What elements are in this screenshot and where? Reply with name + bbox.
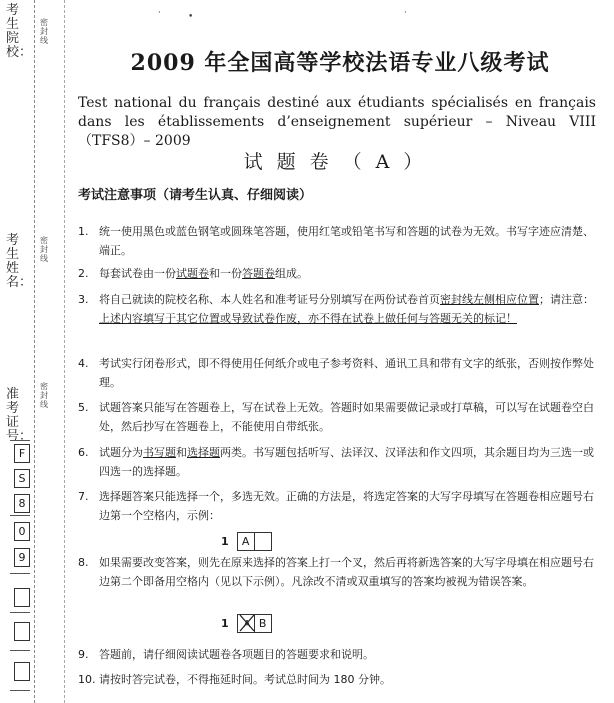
note-number: 7.: [78, 490, 89, 503]
id-divider: [10, 612, 30, 613]
svg-text:A: A: [243, 619, 251, 630]
note-text: 试题答案只能写在答题卷上，写在试卷上无效。答题时如果需要做记录或打草稿，可以写在试题卷空白处，然后抄写在答题卷上，不能使用自带纸张。: [99, 401, 594, 433]
note-text: 统一使用黑色或蓝色钢笔或圆珠笔答题，使用红笔或铅笔书写和答题的试卷为无效。书写字迹应清楚、端正。: [99, 225, 594, 257]
note-item: [78, 553, 598, 591]
note-number: 3.: [78, 293, 89, 306]
id-divider: [10, 650, 30, 651]
crossed-answer-cell: [237, 614, 255, 633]
note-text: 试题分为书写题和选择题两类。书写题包括听写、法译汉、汉译法和作文四项，其余题目均为三选一或四选一的选择题。: [99, 446, 594, 478]
answer-example-2: [221, 614, 272, 633]
note-number: 10.: [78, 673, 96, 686]
note-text: 每套试卷由一份试题卷和一份答题卷组成。: [99, 267, 308, 280]
id-divider: [10, 690, 30, 691]
note-number: 4.: [78, 357, 89, 370]
note-item: [78, 645, 598, 664]
seal-line-label: 密封线: [40, 382, 48, 409]
notes-heading: 考试注意事项（请考生认真、仔细阅读）: [78, 188, 313, 203]
cross-mark-icon: [239, 614, 255, 632]
id-digit-box[interactable]: [14, 588, 30, 607]
seal-dash-line-inner: [64, 0, 65, 703]
note-number: 2.: [78, 267, 89, 280]
id-digit-box[interactable]: 0: [14, 522, 30, 541]
note-item: [78, 398, 598, 436]
seal-line-label: 密封线: [40, 236, 48, 263]
note-number: 6.: [78, 446, 89, 459]
note-item: [78, 290, 598, 328]
seal-dash-line: [34, 0, 35, 703]
scan-speck: •: [188, 12, 194, 22]
exam-title: 2009 年全国高等学校法语专业八级考试: [130, 50, 550, 76]
note-text: 选择题答案只能选择一个，多选无效。正确的方法是，将选定答案的大写字母填写在答题卷相应题号右边第一个空格内，示例：: [99, 490, 594, 522]
answer-spare-cell: B: [255, 614, 272, 633]
note-item: [78, 487, 598, 525]
note-item: [78, 354, 598, 392]
id-divider: [10, 440, 30, 441]
note-number: 5.: [78, 401, 89, 414]
id-digit-box[interactable]: S: [14, 469, 30, 488]
id-digit-box[interactable]: [14, 662, 30, 681]
school-label: 考生院校：: [6, 3, 33, 60]
note-number: 1.: [78, 225, 89, 238]
note-item: [78, 670, 598, 689]
note-text: 如果需要改变答案，则先在原来选择的答案上打一个叉，然后再将新选答案的大写字母填在相应题号右边第二个即备用空格内（见以下示例）。凡涂改不清或双重填写的答案均被视为错误答案。: [99, 556, 594, 588]
note-text: 考试实行闭卷形式，即不得使用任何纸介或电子参考资料、通讯工具和带有文字的纸张，否则按作弊处理。: [99, 357, 594, 389]
note-number: 8.: [78, 556, 89, 569]
note-text: 答题前，请仔细阅读试题卷各项题目的答题要求和说明。: [99, 648, 374, 661]
id-digit-box[interactable]: F: [14, 444, 30, 463]
answer-example-1: [221, 532, 272, 551]
id-digit-box[interactable]: [14, 622, 30, 641]
answer-spare-cell: [255, 532, 272, 551]
note-text: 请按时答完试卷，不得拖延时间。考试总时间为 180 分钟。: [99, 673, 391, 686]
example-question-number: 1: [221, 535, 229, 548]
note-item: [78, 264, 598, 283]
exam-subtitle: Test national du français destiné aux étudiants spécialisés en français dans les établissements d’enseignement supérieur – Niveau VIII（TFS8）– 2009: [78, 95, 596, 149]
id-divider: [10, 573, 30, 574]
id-label: 准考证号：: [6, 387, 33, 444]
note-item: [78, 443, 598, 481]
id-digit-box[interactable]: 9: [14, 548, 30, 567]
id-divider: [10, 515, 30, 516]
scan-speck: ·: [404, 8, 407, 18]
seal-margin: [0, 0, 66, 703]
scan-speck: ·: [158, 8, 161, 18]
note-number: 9.: [78, 648, 89, 661]
seal-line-label: 密封线: [40, 18, 48, 45]
example-question-number: 1: [221, 617, 229, 630]
answer-cell: A: [237, 532, 255, 551]
id-digit-box[interactable]: 8: [14, 494, 30, 513]
paper-label: 试题卷（A）: [243, 151, 437, 173]
name-label: 考生姓名：: [6, 233, 33, 290]
note-item: [78, 222, 598, 260]
note-text: 将自己就读的院校名称、本人姓名和准考证号分别填写在两份试卷首页密封线左侧相应位置；请注意：上述内容填写于其它位置或导致试卷作废，亦不得在试卷上做任何与答题无关的标记！: [99, 293, 594, 325]
